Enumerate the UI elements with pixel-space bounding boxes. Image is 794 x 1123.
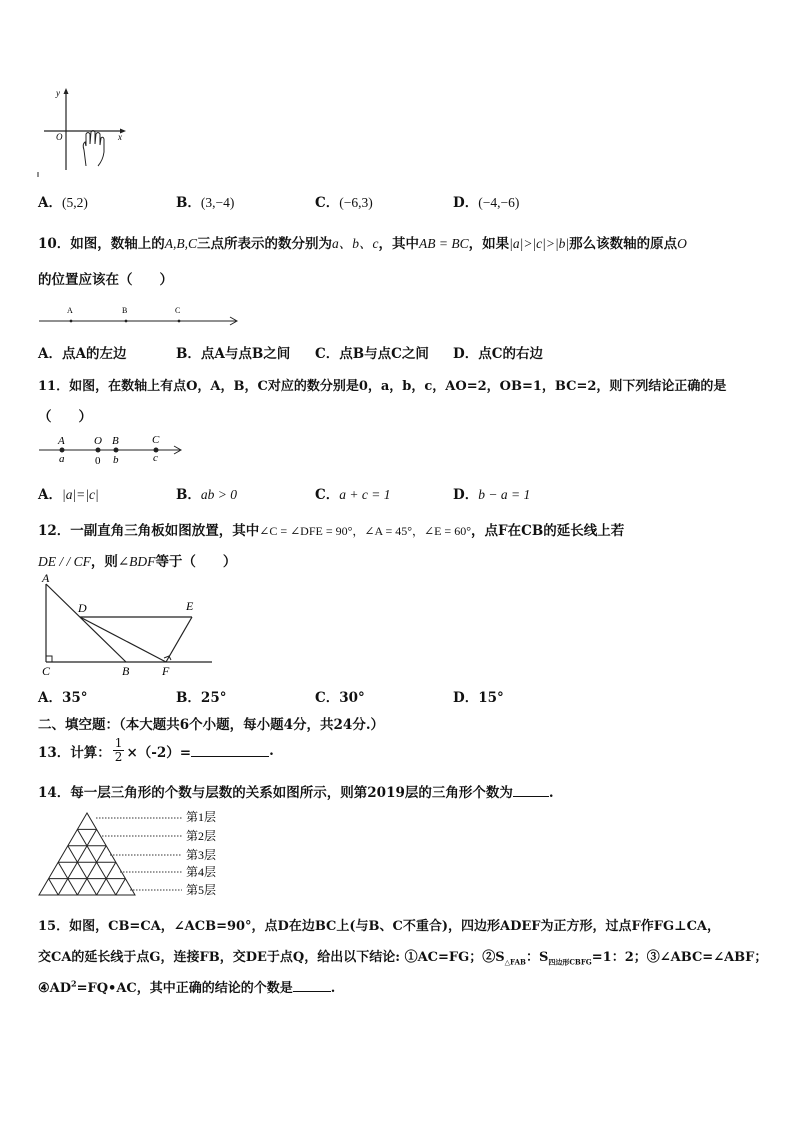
layer-label-1: 第1层 (186, 810, 217, 824)
point-label-a: A (67, 306, 73, 315)
option-value: b − a = 1 (478, 487, 531, 502)
q9-option-c[interactable] (315, 191, 373, 211)
option-letter: B． (176, 195, 201, 211)
option-value: 点A与点B之间 (200, 346, 291, 362)
option-value: 点A的左边 (61, 346, 127, 362)
q12-option-a[interactable] (38, 686, 88, 706)
layer-label-5: 第5层 (186, 883, 217, 897)
q11-option-b[interactable] (176, 483, 237, 503)
option-letter: D． (453, 487, 479, 503)
option-value: 点B与点C之间 (339, 346, 429, 362)
x-axis-label: x (118, 132, 122, 142)
q15-question-line3: $④AD^2=FQ•AC$，其中正确的结论的个数是 . (38, 978, 336, 996)
q10-option-b[interactable] (176, 342, 290, 362)
q10-question-line2: 的位置应该在（ ） (38, 272, 173, 288)
option-letter: C． (315, 195, 340, 211)
option-value: (5,2) (61, 195, 88, 210)
bottom-label-b: b (113, 454, 119, 466)
q11-option-c[interactable] (315, 483, 390, 503)
vertex-label-e: E (186, 599, 194, 613)
vertex-label-d: D (78, 601, 87, 615)
point-label-b: B (122, 306, 128, 315)
q10-number-line (36, 302, 246, 328)
option-value: 15° (478, 690, 504, 706)
q9-option-b[interactable] (176, 191, 234, 211)
y-axis-label: y (56, 88, 60, 98)
vertex-label-a: A (42, 572, 50, 585)
q11-option-a[interactable] (38, 483, 99, 503)
q11-question-line1: 11．如图，在数轴上有点O，A，B，C对应的数分别是0，a，b，c，AO=2，OB=1，BC=2，则下列结论正确的是 (38, 379, 727, 394)
option-value: |a|=|c| (61, 487, 99, 502)
option-value: 25° (200, 690, 227, 706)
hand-icon (83, 131, 104, 167)
q9-option-d[interactable] (453, 191, 519, 211)
fraction-one-half: $\frac{1}{2}$ (114, 736, 123, 764)
triangle-grid (39, 813, 135, 895)
q11-option-d[interactable] (453, 483, 530, 503)
bottom-label-0: 0 (95, 455, 101, 466)
vertex-label-c: C (42, 664, 51, 678)
option-value: ab > 0 (200, 487, 238, 502)
answer-blank[interactable] (293, 979, 331, 992)
layer-label-4: 第4层 (186, 865, 217, 879)
option-letter: D． (453, 690, 479, 706)
origin-label: O (56, 132, 63, 142)
answer-blank[interactable] (191, 744, 269, 757)
bottom-label-a: a (59, 453, 65, 465)
option-letter: C． (315, 346, 340, 362)
q9-coordinate-figure (36, 84, 136, 180)
top-label-o: O (94, 435, 102, 447)
option-value: (−4,−6) (478, 195, 520, 210)
option-value: (−6,3) (339, 195, 373, 210)
option-letter: D． (453, 346, 479, 362)
top-label-b: B (112, 435, 119, 447)
q14-layered-triangle-figure (36, 808, 236, 900)
q12-question-line2: DE / / CF，则∠BDF等于（ ） (38, 554, 237, 570)
q10-option-a[interactable] (38, 342, 126, 362)
q15-question-line1: 15．如图，CB=CA，∠ACB=90°，点D在边BC上(与B、C不重合)，四边形ADEF为正方形，过点F作FG⊥CA， (38, 919, 721, 934)
option-letter: A． (38, 487, 62, 503)
option-value: (3,−4) (200, 195, 235, 210)
vertex-label-b: B (122, 664, 130, 678)
q12-option-b[interactable] (176, 686, 226, 706)
q13-question: 13．计算： $\frac{1}{2}$ ×（-2）= . (38, 736, 274, 764)
option-value: 35° (61, 690, 88, 706)
option-letter: A． (38, 690, 62, 706)
option-value: 30° (339, 690, 365, 706)
q10-option-c[interactable] (315, 342, 429, 362)
option-letter: B． (176, 690, 201, 706)
option-letter: C． (315, 487, 340, 503)
bottom-label-c: c (153, 452, 158, 464)
q10-option-d[interactable] (453, 342, 543, 362)
q9-option-a[interactable] (38, 191, 88, 211)
layer-label-3: 第3层 (186, 848, 217, 862)
option-letter: C． (315, 690, 340, 706)
section-heading-fill-in: 二、填空题：（本大题共6个小题，每小题4分，共24分.） (38, 717, 385, 733)
option-letter: D． (453, 195, 479, 211)
layer-leaders (96, 818, 182, 890)
q10-question-line1: 10．如图，数轴上的A,B,C三点所表示的数分别为a、b、c，其中AB = BC，如果|a|>|c|>|b|那么该数轴的原点O (38, 236, 687, 252)
q15-question-line2: 交CA的延长线于点G，连接FB，交DE于点Q，给出以下结论: ①AC=FG；$②S_{\triangle FAB}$：$S_{四边形CBFG}=1$：2；③∠ABC=∠ABF； (38, 950, 768, 967)
q12-question-line1: 12．一副直角三角板如图放置，其中∠C = ∠DFE = 90°，∠A = 45°，∠E = 60°，点F在CB的延长线上若 (38, 523, 625, 539)
q12-triangle-figure (36, 572, 218, 678)
vertex-label-f: F (162, 664, 170, 678)
layer-label-2: 第2层 (186, 829, 217, 843)
answer-blank[interactable] (513, 784, 549, 797)
top-label-c: C (152, 434, 160, 446)
point-label-c: C (175, 306, 181, 315)
option-letter: B． (176, 487, 201, 503)
option-value: a + c = 1 (339, 487, 391, 502)
option-letter: B． (176, 346, 201, 362)
q12-option-d[interactable] (453, 686, 504, 706)
option-value: 点C的右边 (478, 346, 543, 362)
option-letter: A． (38, 346, 62, 362)
top-label-a: A (58, 435, 65, 447)
q14-question: 14．每一层三角形的个数与层数的关系如图所示，则第2019层的三角形个数为 . (38, 785, 554, 801)
option-letter: A． (38, 195, 62, 211)
q11-question-line2: （ ） (38, 409, 92, 425)
q12-option-c[interactable] (315, 686, 365, 706)
q11-number-line (36, 432, 188, 466)
